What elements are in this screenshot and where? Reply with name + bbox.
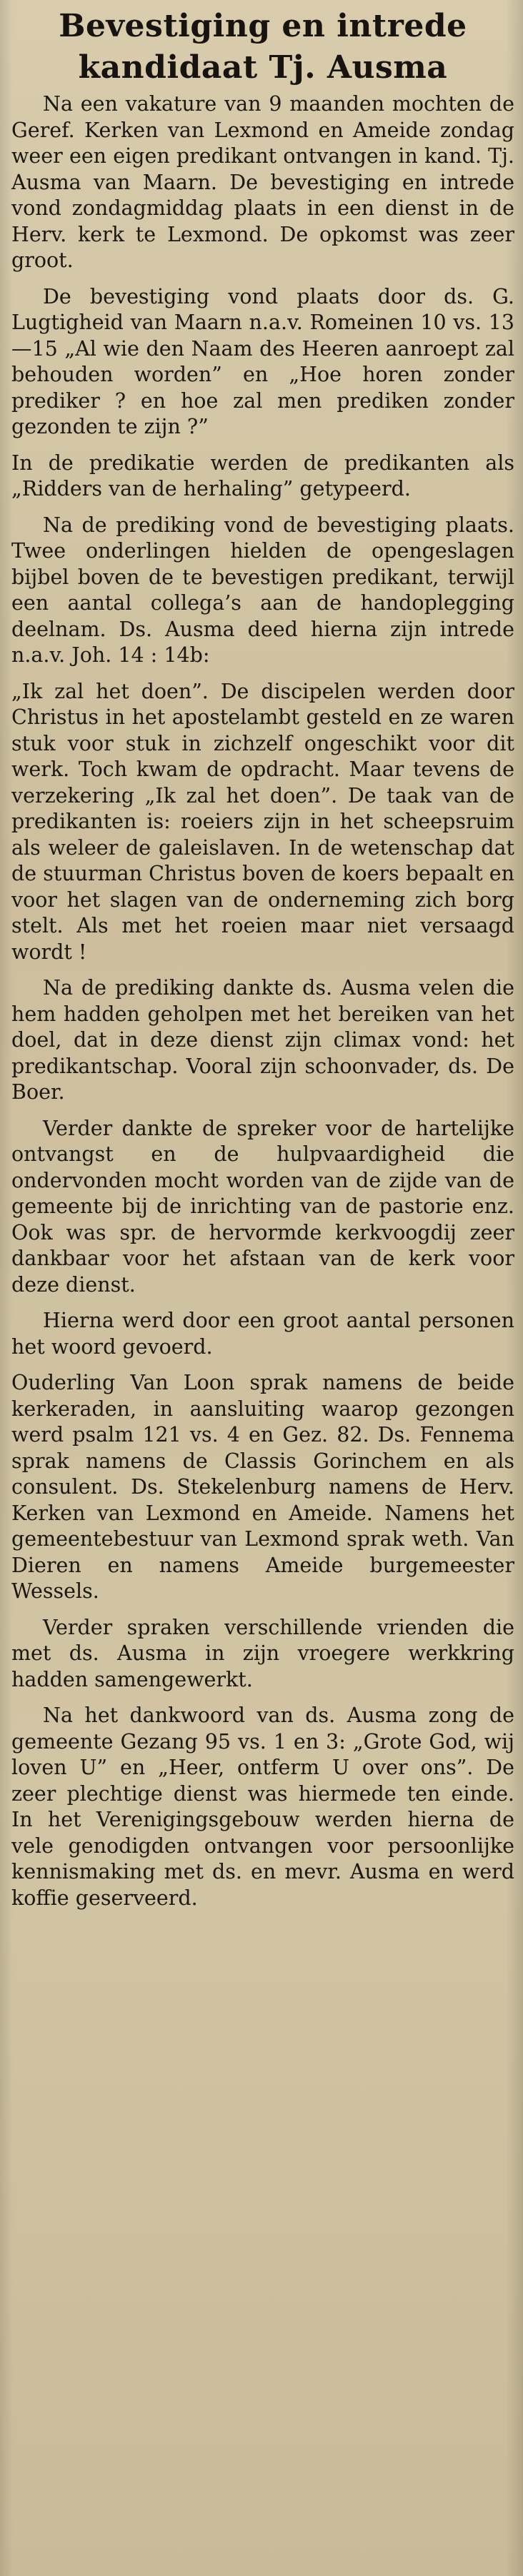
article-body <box>11 91 514 1911</box>
article-headline <box>11 6 514 89</box>
paragraph-closing: Na het dankwoord van ds. Ausma zong de gemeente Gezang 95 vs. 1 en 3: „Grote God, wij loven U” en „Heer, ontferm U over ons”. De zeer plechtige dienst was hiermede ten einde. In het Verenigingsgebouw werden hierna de vele genodigden ontvangen voor persoonlijke kennismaking met ds. en mevr. Ausma en werd koffie geserveerd. <box>11 1704 514 1910</box>
paragraph-speakers: Ouderling Van Loon sprak namens de beide kerkeraden, in aansluiting waarop gezongen werd psalm 121 vs. 4 en Gez. 82. Ds. Fennema sprak namens de Classis Gorinchem en als consulent. Ds. Stekelenburg namens de Herv. Kerken van Lexmond en Ameide. Namens het gemeentebestuur van Lexmond sprak weth. Van Dieren en namens Ameide burgemeester Wessels. <box>11 1371 514 1603</box>
paragraph-speakers-intro: Hierna werd door een groot aantal personen het woord gevoerd. <box>11 1309 514 1359</box>
paragraph-hospitality: Verder dankte de spreker voor de hartelijke ontvangst en de hulpvaardigheid die ondervonden mocht worden van de zijde van de gemeente bij de inrichting van de pastorie enz. Ook was spr. de hervormde kerkvoogdij zeer dankbaar voor het afstaan van de kerk voor deze dienst. <box>11 1116 514 1297</box>
headline-line-1: Bevestiging en intrede <box>59 8 467 44</box>
paragraph-confirmation: De bevestiging vond plaats door ds. G. Lugtigheid van Maarn n.a.v. Romeinen 10 vs. 13—15 „Al wie den Naam des Heeren aanroept zal behouden worden” en „Hoe horen zonder prediker ? en hoe zal men prediken zonder gezonden te zijn ?” <box>11 284 514 438</box>
paragraph-friends: Verder spraken verschillende vrienden die met ds. Ausma in zijn vroegere werkkring hadden samengewerkt. <box>11 1615 514 1691</box>
paragraph-sermon: In de predikatie werden de predikanten als „Ridders van de herhaling” getypeerd. <box>11 451 514 500</box>
paragraph-ik-zal-het-doen: „Ik zal het doen”. De discipelen werden door Christus in het apostelambt gesteld en ze waren stuk voor stuk in zichzelf ongeschikt voor dit werk. Toch kwam de opdracht. Maar tevens de verzekering „Ik zal het doen”. De taak van de predikanten is: roeiers zijn in het scheepsruim als weleer de galeislaven. In de wetenschap dat de stuurman Christus boven de koers bepaalt en voor het slagen van de onderneming zich borg stelt. Als met het roeien maar niet versaagd wordt ! <box>11 679 514 964</box>
headline-line-2: kandidaat Tj. Ausma <box>78 49 448 86</box>
paragraph-vacancy: Na een vakature van 9 maanden mochten de Geref. Kerken van Lexmond en Ameide zondag weer een eigen predikant ontvangen in kand. Tj. Ausma van Maarn. De bevestiging en intrede vond zondagmiddag plaats in een dienst in de Herv. kerk te Lexmond. De opkomst was zeer groot. <box>11 92 514 272</box>
paragraph-thanks: Na de prediking dankte ds. Ausma velen die hem hadden geholpen met het bereiken van het doel, dat in deze dienst zijn climax vond: het predikantschap. Vooral zijn schoonvader, ds. De Boer. <box>11 976 514 1104</box>
paragraph-laying-on-of-hands: Na de prediking vond de bevestiging plaats. Twee onderlingen hielden de opengeslagen bijbel boven de te bevestigen predikant, terwijl een aantal collega’s aan de handoplegging deelnam. Ds. Ausma deed hierna zijn intrede n.a.v. Joh. 14 : 14b: <box>11 513 514 667</box>
